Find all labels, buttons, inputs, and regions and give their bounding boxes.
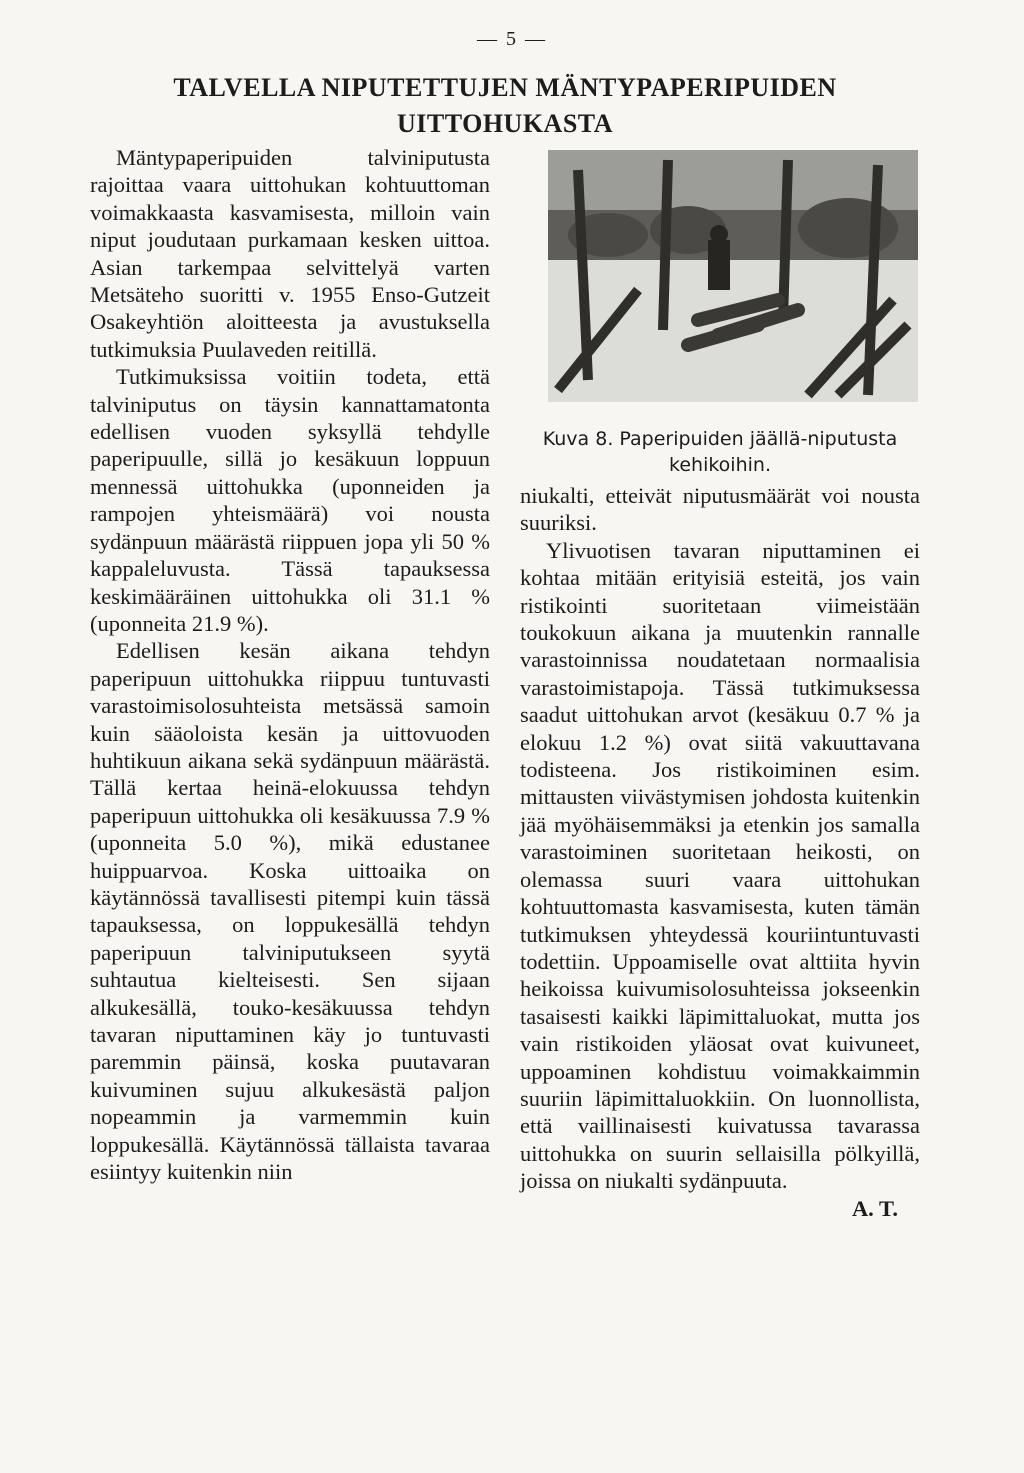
author-signature: A. T.	[851, 1195, 898, 1221]
paragraph: Edellisen kesän aikana tehdyn paperipuun uittohukka riippuu tuntuvasti varastoimisolosuhteista metsässä samoin kuin sääoloista kesän ja uittovuoden huhtikuun aikana sekä sydänpuun määrästä. Tällä kertaa heinä-elokuussa tehdyn paperipuun uittohukka oli kesäkuussa 7.9 % (uponneita 5.0 %), mikä edustanee huippuarvoa. Koska uittoaika on käytännössä tavallisesti pitempi kuin tässä tapauksessa, on loppukesällä tehdyn paperipuun talviniputukseen syytä suhtautua kielteisesti. Sen sijaan alkukesällä, touko-kesäkuussa tehdyn tavaran niputtaminen käy jo tuntuvasti paremmin päinsä, koska puutavaran kuivuminen sujuu alkukesästä paljon nopeammin ja varmemmin kuin loppukesällä. Käytännössä tällaista tavaraa esiintyy kuitenkin niin	[90, 638, 490, 1185]
right-column	[520, 482, 920, 1222]
paragraph: Mäntypaperipuiden talviniputusta rajoittaa vaara uittohukan kohtuuttoman voimakkaasta kasvamisesta, milloin vain niput joudutaan purkamaan kesken uittoa. Asian tarkempaa selvittelyä varten Metsäteho suoritti v. 1955 Enso-Gutzeit Osakeyhtiön aloitteesta ja avustuksella tutkimuksia Puulaveden reitillä.	[90, 145, 490, 362]
title-line-1: TALVELLA NIPUTETTUJEN MÄNTYPAPERIPUIDEN	[173, 73, 837, 102]
paragraph: Tutkimuksissa voitiin todeta, että talviniputus on täysin kannattamatonta edellisen vuoden syksyllä tehdylle paperipuulle, sillä jo kesäkuun loppuun mennessä uittohukka (uponneiden ja rampojen yhteismäärä) voi nousta sydänpuun määrästä riippuen jopa yli 50 % kappaleluvusta. Tässä tapauksessa keskimääräinen uittohukka oli 31.1 % (uponneita 21.9 %).	[90, 364, 490, 636]
paragraph: Ylivuotisen tavaran niputtaminen ei kohtaa mitään erityisiä esteitä, jos vain ristikointi suoritetaan viimeistään toukokuun aikana ja muutenkin rannalle varastoinnissa noudatetaan normaalisia varastoimistapoja. Tässä tutkimuksessa saadut uittohukan arvot (kesäkuu 0.7 % ja elokuu 1.2 %) ovat siitä vakuuttavana todisteena. Jos ristikoiminen esim. mittausten viivästymisen johdosta kuitenkin jää myöhäisemmäksi ja etenkin jos samalla varastoiminen suoritetaan heikosti, on olemassa suuri vaara uittohukan kohtuuttomasta kasvamisesta, kuten tämän tutkimuksen yhteydessä kouriintuntuvasti todettiin. Uppoamiselle ovat alttiita hyvin heikoissa kuivumisolosuhteissa jokseenkin tasaisesti kaikki läpimittaluokat, mutta jos vain ristikoiden yläosat ovat kuivuneet, uppoaminen kohdistuu voimakkaimmin suuriin läpimittaluokkiin. On luonnollista, että vaillinaisesti kuivatussa tavarassa uittohukka on suurin sellaisilla pölkyillä, joissa on niukalti sydänpuuta.	[520, 537, 920, 1194]
article-title	[90, 70, 920, 142]
photo-illustration	[548, 150, 918, 402]
photo-paperwood-bundling	[548, 150, 918, 402]
page-number: — 5 —	[477, 28, 547, 50]
paragraph-continuation: niukalti, etteivät niputusmäärät voi nousta suuriksi.	[520, 483, 920, 536]
left-column	[90, 144, 490, 1185]
figure-caption: Kuva 8. Paperipuiden jäällä-niputusta kehikoihin.	[542, 428, 898, 476]
title-line-2: UITTOHUKASTA	[397, 109, 613, 138]
